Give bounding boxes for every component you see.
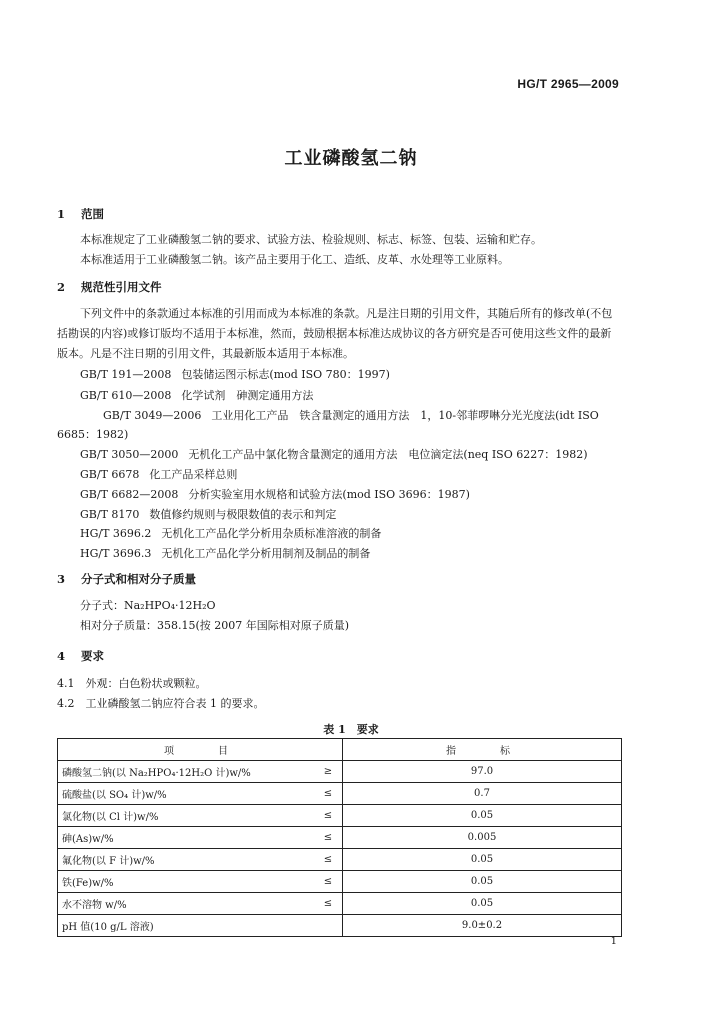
- section-3-heading: [57, 571, 196, 587]
- section-title: 范围: [81, 207, 105, 221]
- page-number: 1: [610, 936, 617, 947]
- reference-code: HG/T 3696.3: [80, 547, 152, 560]
- reference-title: 无机化工产品化学分析用制剂及制品的制备: [161, 547, 371, 560]
- section-2-heading: [57, 279, 162, 295]
- reference-title: 无机化工产品化学分析用杂质标准溶液的制备: [161, 527, 382, 540]
- requirements-table: [57, 738, 622, 937]
- table-row: [58, 827, 622, 849]
- section-number: 2: [57, 280, 66, 294]
- table-row: [58, 915, 622, 937]
- reference-item: [57, 406, 620, 444]
- table-row: [58, 805, 622, 827]
- table-row: [58, 783, 622, 805]
- reference-title: 化工产品采样总则: [149, 468, 238, 481]
- row-value: 0.05: [343, 893, 622, 915]
- row-value: 0.05: [343, 871, 622, 893]
- scope-paragraph-1: 本标准规定了工业磷酸氢二钠的要求、试验方法、检验规则、标志、标签、包装、运输和贮存。: [80, 233, 542, 246]
- reference-code: GB/T 8170: [80, 508, 140, 521]
- row-comparator: ≤: [314, 783, 343, 805]
- reference-title: 分析实验室用水规格和试验方法(mod ISO 3696：1987): [188, 488, 470, 501]
- table-row: [58, 849, 622, 871]
- reference-code: GB/T 610—2008: [80, 389, 172, 402]
- clause-4-1: 4.1 外观：白色粉状或颗粒。: [57, 677, 207, 690]
- row-value: 0.7: [343, 783, 622, 805]
- section-title: 要求: [81, 649, 105, 663]
- reference-title: 工业用化工产品 铁含量测定的通用方法 1，10-邻菲啰啉分光光度法(idt ISO 6685：1982): [57, 409, 599, 441]
- table-caption: 表 1 要求: [323, 723, 379, 736]
- row-comparator: ≥: [314, 761, 343, 783]
- table-row: [58, 893, 622, 915]
- section-title: 分子式和相对分子质量: [81, 572, 197, 586]
- reference-item: [80, 366, 620, 382]
- reference-code: GB/T 191—2008: [80, 368, 172, 381]
- row-comparator: ≤: [314, 871, 343, 893]
- row-comparator: [314, 915, 343, 937]
- reference-code: GB/T 3049—2006: [103, 409, 202, 422]
- section-1-heading: [57, 206, 104, 222]
- row-value: 0.05: [343, 805, 622, 827]
- document-title: 工业磷酸氢二钠: [284, 148, 418, 169]
- section-number: 3: [57, 572, 66, 586]
- row-item: 硫酸盐(以 SO₄ 计)w/%: [58, 783, 315, 805]
- section-number: 4: [57, 649, 66, 663]
- reference-title: 包装储运图示标志(mod ISO 780：1997): [181, 368, 390, 381]
- reference-item: [80, 446, 620, 462]
- row-item: 砷(As)w/%: [58, 827, 315, 849]
- reference-item: [80, 466, 620, 482]
- reference-item: [80, 486, 620, 502]
- scope-paragraph-2: 本标准适用于工业磷酸氢二钠。该产品主要用于化工、造纸、皮革、水处理等工业原料。: [80, 253, 509, 266]
- row-value: 97.0: [343, 761, 622, 783]
- reference-item: [80, 525, 620, 541]
- table-row: [58, 871, 622, 893]
- row-comparator: ≤: [314, 805, 343, 827]
- row-comparator: ≤: [314, 827, 343, 849]
- reference-code: GB/T 3050—2000: [80, 448, 179, 461]
- row-value: 9.0±0.2: [343, 915, 622, 937]
- reference-item: [80, 506, 620, 522]
- references-intro-paragraph: 下列文件中的条款通过本标准的引用而成为本标准的条款。凡是注日期的引用文件，其随后所有的修改单(不包括勘误的内容)或修订版均不适用于本标准，然而，鼓励根据本标准达成协议的各方研究是否可使用这些文件的最新版本。凡是不注日期的引用文件，其最新版本适用于本标准。: [57, 307, 613, 360]
- reference-item: [80, 545, 620, 561]
- reference-title: 无机化工产品中氯化物含量测定的通用方法 电位滴定法(neq ISO 6227：1982): [188, 448, 588, 461]
- reference-item: [80, 387, 620, 403]
- molecular-mass: 相对分子质量：358.15(按 2007 年国际相对原子质量): [80, 619, 350, 632]
- row-item: 铁(Fe)w/%: [58, 871, 315, 893]
- column-header-value: 指 标: [343, 739, 622, 761]
- row-item: pH 值(10 g/L 溶液): [58, 915, 315, 937]
- row-item: 氟化物(以 F 计)w/%: [58, 849, 315, 871]
- row-value: 0.05: [343, 849, 622, 871]
- reference-code: GB/T 6682—2008: [80, 488, 179, 501]
- row-item: 氯化物(以 Cl 计)w/%: [58, 805, 315, 827]
- reference-title: 数值修约规则与极限数值的表示和判定: [149, 508, 337, 521]
- row-comparator: ≤: [314, 849, 343, 871]
- clause-4-2: 4.2 工业磷酸氢二钠应符合表 1 的要求。: [57, 697, 265, 710]
- row-item: 水不溶物 w/%: [58, 893, 315, 915]
- section-number: 1: [57, 207, 66, 221]
- reference-title: 化学试剂 砷测定通用方法: [181, 389, 314, 402]
- row-value: 0.005: [343, 827, 622, 849]
- table-header-row: [58, 739, 622, 761]
- standard-code: HG/T 2965—2009: [517, 77, 619, 91]
- column-header-item: 项 目: [58, 739, 343, 761]
- table-row: [58, 761, 622, 783]
- row-item: 磷酸氢二钠(以 Na₂HPO₄·12H₂O 计)w/%: [58, 761, 315, 783]
- reference-code: HG/T 3696.2: [80, 527, 152, 540]
- row-comparator: ≤: [314, 893, 343, 915]
- section-title: 规范性引用文件: [81, 280, 162, 294]
- molecular-formula: 分子式：Na₂HPO₄·12H₂O: [80, 599, 216, 612]
- reference-code: GB/T 6678: [80, 468, 140, 481]
- section-4-heading: [57, 648, 104, 664]
